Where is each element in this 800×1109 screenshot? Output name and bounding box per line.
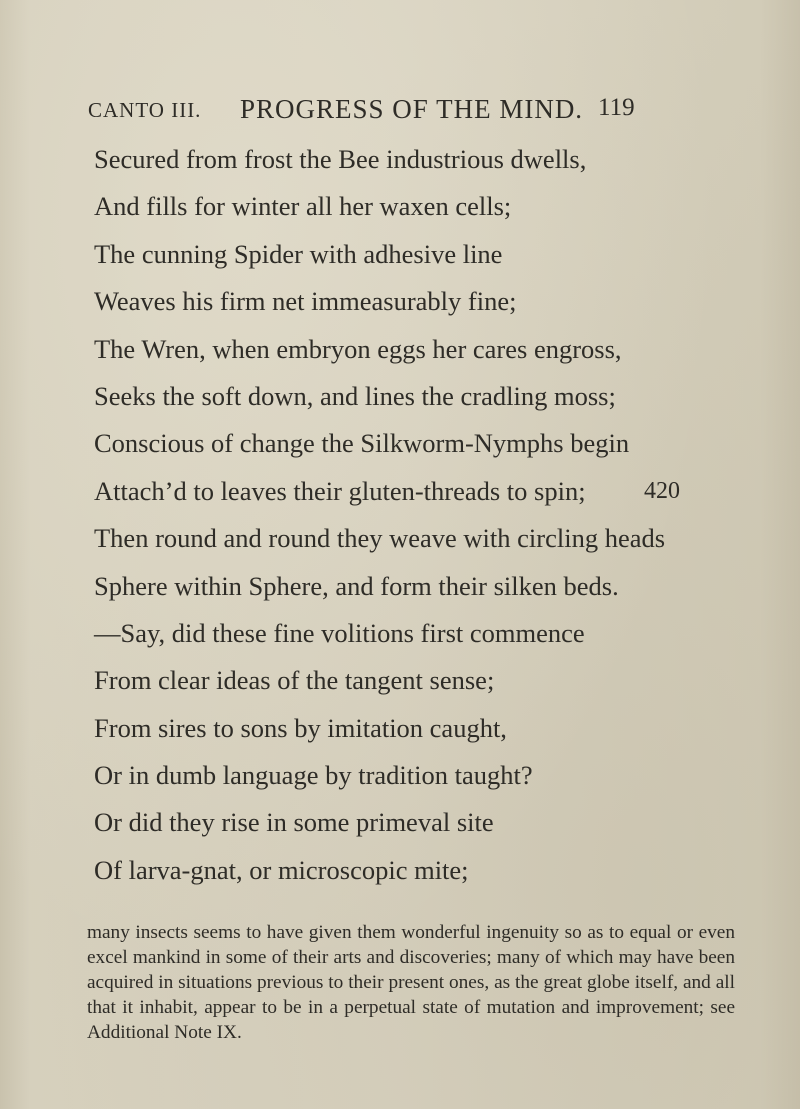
footnote: many insects seems to have given them wonderful ingenuity so as to equal or even excel mankind in some of their arts and discoveries; many of which may have been acquired in situations previous to their present ones, as the great globe itself, and all that it inhabit, appear to be in a perpetual state of mutation and improvement; see Additional Note IX. xyxy=(87,922,735,1043)
verse-line-text: From sires to sons by imitation caught, xyxy=(94,712,507,743)
verse-line-text: Then round and round they weave with circling heads xyxy=(94,523,666,554)
verse-line-text: Conscious of change the Silkworm-Nymphs begin xyxy=(94,428,630,459)
verse-line xyxy=(94,326,734,373)
verse-line-text: Attach’d to leaves their gluten-threads to spin; xyxy=(94,475,586,506)
poem-text xyxy=(94,136,734,894)
verse-line xyxy=(94,373,734,420)
running-title: PROGRESS OF THE MIND. xyxy=(240,94,584,124)
verse-line-text: Or in dumb language by tradition taught? xyxy=(94,760,533,791)
verse-line-text: From clear ideas of the tangent sense; xyxy=(94,665,495,696)
verse-line-text: The cunning Spider with adhesive line xyxy=(94,238,503,269)
verse-line-text: Weaves his firm net immeasurably fine; xyxy=(94,286,517,317)
page-number: 119 xyxy=(598,94,635,121)
verse-line xyxy=(94,515,734,562)
verse-line-text: Seeks the soft down, and lines the cradling moss; xyxy=(94,380,616,411)
verse-line xyxy=(94,847,734,894)
verse-line-text: And fills for winter all her waxen cells; xyxy=(94,191,512,222)
verse-line xyxy=(94,705,734,752)
running-header xyxy=(0,92,800,132)
verse-line xyxy=(94,799,734,846)
verse-line xyxy=(94,610,734,657)
verse-line xyxy=(94,278,734,325)
verse-line-text: —Say, did these fine volitions first commence xyxy=(94,617,585,648)
verse-line-text: Of larva-gnat, or microscopic mite; xyxy=(94,854,469,885)
verse-line xyxy=(94,136,734,183)
verse-line xyxy=(94,183,734,230)
verse-line xyxy=(94,231,734,278)
verse-line-text: The Wren, when embryon eggs her cares engross, xyxy=(94,333,622,364)
verse-line-text: Or did they rise in some primeval site xyxy=(94,807,494,838)
verse-line xyxy=(94,563,734,610)
verse-line-text: Secured from frost the Bee industrious dwells, xyxy=(94,144,587,174)
canto-label: CANTO III. xyxy=(88,98,202,122)
line-number: 420 xyxy=(644,477,680,504)
verse-line xyxy=(94,420,734,467)
verse-line xyxy=(94,752,734,799)
verse-line-text: Sphere within Sphere, and form their silken beds. xyxy=(94,570,619,601)
verse-line xyxy=(94,657,734,704)
verse-line xyxy=(94,468,734,515)
